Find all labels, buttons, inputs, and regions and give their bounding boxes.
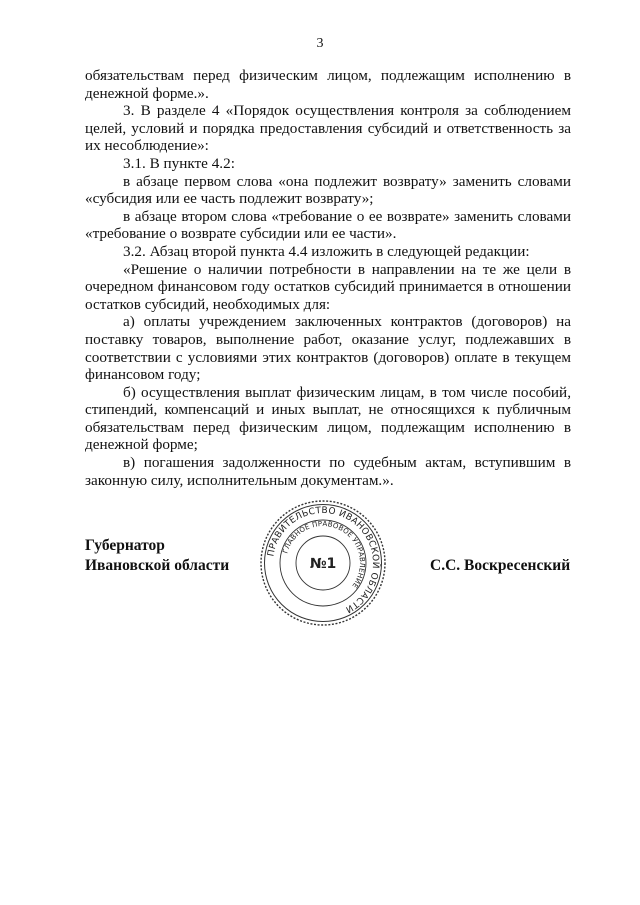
paragraph: 3.2. Абзац второй пункта 4.4 изложить в следующей редакции:: [123, 242, 530, 260]
seal-number: №1: [309, 556, 337, 572]
seal-outer-text: ПРАВИТЕЛЬСТВО ИВАНОВСКОЙ ОБЛАСТИ: [266, 505, 381, 615]
paragraph: а) оплаты учреждением заключенных контрактов (договоров) на поставку товаров, выполнение работ, оказание услуг, подлежавших в соответствии с условиями этих контрактов (договоров) оплате в текущем финансовом году;: [85, 313, 571, 384]
paragraph: б) осуществления выплат физическим лицам, в том числе пособий, стипендий, компенсаций и иных выплат, не относящихся к публичным обязательствам перед физическим лицом, подлежащим исполнению в денежной форме;: [85, 383, 571, 454]
signatory-title: [85, 536, 229, 576]
paragraph: в абзаце первом слова «она подлежит возврату» заменить словами «субсидия или ее часть подлежит возврату»;: [85, 172, 571, 208]
page-number: 3: [316, 36, 324, 51]
signatory-title-line1: Губернатор: [85, 537, 165, 554]
signatory-name: С.С. Воскресенский: [430, 557, 571, 574]
paragraph: в абзаце втором слова «требование о ее возврате» заменить словами «требование о возврате субсидии или ее части».: [85, 207, 571, 243]
paragraph: в) погашения задолженности по судебным актам, вступившим в законную силу, исполнительным документам.».: [85, 454, 571, 489]
paragraph: 3.1. В пункте 4.2:: [123, 154, 235, 172]
paragraph: «Решение о наличии потребности в направлении на те же цели в очередном финансовом году остатков субсидий принимается в отношении остатков субсидий, необходимых для:: [85, 260, 571, 313]
official-seal: [258, 498, 388, 628]
signatory-title-line2: Ивановской области: [85, 557, 230, 574]
paragraph: 3. В разделе 4 «Порядок осуществления контроля за соблюдением целей, условий и порядка предоставления субсидий и ответственность за их несоблюдение»:: [85, 102, 571, 155]
document-body: [85, 67, 571, 489]
paragraph: обязательствам перед физическим лицом, подлежащим исполнению в денежной форме.».: [85, 67, 571, 102]
seal-inner-text: ГЛАВНОЕ ПРАВОВОЕ УПРАВЛЕНИЕ: [281, 519, 367, 590]
